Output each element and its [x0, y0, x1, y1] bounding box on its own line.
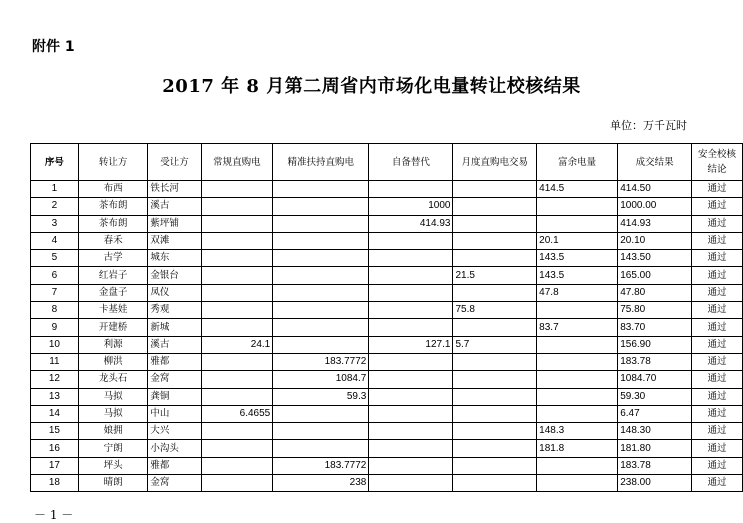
cell-regular-direct: 6.4655 — [201, 405, 273, 422]
cell-seller: 布西 — [78, 181, 148, 198]
cell-targeted-direct — [273, 232, 369, 249]
cell-buyer: 紫坪铺 — [148, 215, 201, 232]
cell-surplus — [537, 371, 618, 388]
cell-seller: 茶布朗 — [78, 215, 148, 232]
cell-self-substitute — [369, 475, 453, 492]
cell-self-substitute — [369, 388, 453, 405]
cell-safety-check: 通过 — [691, 319, 742, 336]
cell-self-substitute: 414.93 — [369, 215, 453, 232]
cell-self-substitute: 1000 — [369, 198, 453, 215]
cell-self-substitute — [369, 250, 453, 267]
cell-seller: 龙头石 — [78, 371, 148, 388]
cell-deal-result: 47.80 — [618, 284, 692, 301]
cell-monthly-direct — [453, 423, 537, 440]
table-row — [31, 423, 743, 440]
cell-buyer: 大兴 — [148, 423, 201, 440]
cell-targeted-direct: 238 — [273, 475, 369, 492]
cell-deal-result: 1084.70 — [618, 371, 692, 388]
cell-targeted-direct — [273, 181, 369, 198]
cell-surplus — [537, 457, 618, 474]
cell-seller: 利源 — [78, 336, 148, 353]
table-row — [31, 371, 743, 388]
table-row — [31, 457, 743, 474]
cell-seller: 金盘子 — [78, 284, 148, 301]
cell-regular-direct — [201, 440, 273, 457]
cell-monthly-direct — [453, 388, 537, 405]
cell-deal-result: 183.78 — [618, 457, 692, 474]
cell-seller: 卡基娃 — [78, 302, 148, 319]
cell-self-substitute — [369, 284, 453, 301]
cell-regular-direct — [201, 302, 273, 319]
table-row — [31, 319, 743, 336]
cell-self-substitute — [369, 457, 453, 474]
table-row — [31, 388, 743, 405]
cell-monthly-direct — [453, 181, 537, 198]
column-header-surplus: 富余电量 — [537, 144, 618, 181]
cell-safety-check: 通过 — [691, 423, 742, 440]
cell-seq: 1 — [31, 181, 79, 198]
cell-safety-check: 通过 — [691, 198, 742, 215]
cell-buyer: 溪古 — [148, 336, 201, 353]
cell-seq: 16 — [31, 440, 79, 457]
cell-seq: 14 — [31, 405, 79, 422]
cell-deal-result: 183.78 — [618, 353, 692, 370]
cell-safety-check: 通过 — [691, 457, 742, 474]
cell-buyer: 中山 — [148, 405, 201, 422]
cell-surplus — [537, 405, 618, 422]
cell-deal-result: 181.80 — [618, 440, 692, 457]
cell-seq: 7 — [31, 284, 79, 301]
cell-targeted-direct — [273, 267, 369, 284]
cell-safety-check: 通过 — [691, 215, 742, 232]
cell-monthly-direct — [453, 440, 537, 457]
cell-regular-direct — [201, 353, 273, 370]
column-header-deal-result: 成交结果 — [618, 144, 692, 181]
cell-surplus: 414.5 — [537, 181, 618, 198]
cell-monthly-direct — [453, 198, 537, 215]
cell-seller: 马拟 — [78, 405, 148, 422]
cell-buyer: 溪古 — [148, 198, 201, 215]
cell-seller: 茶布朗 — [78, 198, 148, 215]
cell-seller: 柳洪 — [78, 353, 148, 370]
column-header-targeted-direct: 精准扶持直购电 — [273, 144, 369, 181]
table-header-row — [31, 144, 743, 181]
cell-seq: 17 — [31, 457, 79, 474]
cell-targeted-direct: 183.7772 — [273, 457, 369, 474]
cell-targeted-direct: 1084.7 — [273, 371, 369, 388]
cell-seq: 13 — [31, 388, 79, 405]
cell-deal-result: 75.80 — [618, 302, 692, 319]
cell-safety-check: 通过 — [691, 371, 742, 388]
cell-monthly-direct — [453, 457, 537, 474]
table-row — [31, 440, 743, 457]
table-row — [31, 232, 743, 249]
cell-self-substitute — [369, 232, 453, 249]
cell-surplus — [537, 215, 618, 232]
cell-regular-direct — [201, 319, 273, 336]
cell-monthly-direct — [453, 284, 537, 301]
cell-monthly-direct — [453, 371, 537, 388]
attachment-label: 附件 1 — [32, 39, 75, 55]
column-header-safety-check: 安全校核结论 — [691, 144, 742, 181]
cell-surplus: 181.8 — [537, 440, 618, 457]
cell-seller: 晴朗 — [78, 475, 148, 492]
cell-safety-check: 通过 — [691, 388, 742, 405]
cell-targeted-direct — [273, 319, 369, 336]
results-table — [30, 143, 743, 492]
cell-seq: 10 — [31, 336, 79, 353]
cell-self-substitute — [369, 319, 453, 336]
cell-buyer: 金银台 — [148, 267, 201, 284]
column-header-seq: 序号 — [31, 144, 79, 181]
cell-targeted-direct — [273, 405, 369, 422]
cell-safety-check: 通过 — [691, 405, 742, 422]
table-row — [31, 198, 743, 215]
cell-seller: 娘拥 — [78, 423, 148, 440]
cell-buyer: 秀观 — [148, 302, 201, 319]
cell-deal-result: 414.93 — [618, 215, 692, 232]
column-header-self-substitute: 自备替代 — [369, 144, 453, 181]
cell-seq: 12 — [31, 371, 79, 388]
cell-self-substitute — [369, 440, 453, 457]
cell-buyer: 城东 — [148, 250, 201, 267]
cell-targeted-direct — [273, 198, 369, 215]
cell-buyer: 金窝 — [148, 475, 201, 492]
cell-safety-check: 通过 — [691, 284, 742, 301]
column-header-seller: 转让方 — [78, 144, 148, 181]
cell-targeted-direct — [273, 284, 369, 301]
cell-surplus: 148.3 — [537, 423, 618, 440]
cell-self-substitute — [369, 371, 453, 388]
cell-self-substitute — [369, 302, 453, 319]
cell-seq: 2 — [31, 198, 79, 215]
table-row — [31, 181, 743, 198]
cell-surplus — [537, 475, 618, 492]
cell-buyer: 凤仪 — [148, 284, 201, 301]
cell-safety-check: 通过 — [691, 250, 742, 267]
cell-regular-direct — [201, 250, 273, 267]
column-header-buyer: 受让方 — [148, 144, 201, 181]
cell-regular-direct: 24.1 — [201, 336, 273, 353]
cell-deal-result: 414.50 — [618, 181, 692, 198]
cell-regular-direct — [201, 181, 273, 198]
cell-deal-result: 165.00 — [618, 267, 692, 284]
cell-targeted-direct — [273, 215, 369, 232]
cell-targeted-direct — [273, 336, 369, 353]
cell-safety-check: 通过 — [691, 267, 742, 284]
cell-monthly-direct: 5.7 — [453, 336, 537, 353]
cell-seq: 6 — [31, 267, 79, 284]
cell-deal-result: 148.30 — [618, 423, 692, 440]
cell-deal-result: 1000.00 — [618, 198, 692, 215]
cell-surplus: 143.5 — [537, 250, 618, 267]
cell-regular-direct — [201, 371, 273, 388]
cell-seq: 5 — [31, 250, 79, 267]
cell-self-substitute: 127.1 — [369, 336, 453, 353]
cell-regular-direct — [201, 423, 273, 440]
page-number: － 1 － — [34, 508, 74, 522]
cell-targeted-direct — [273, 440, 369, 457]
cell-surplus: 83.7 — [537, 319, 618, 336]
table-row — [31, 405, 743, 422]
document-title: 2017 年 8 月第二周省内市场化电量转让校核结果 — [162, 76, 581, 97]
cell-monthly-direct — [453, 319, 537, 336]
cell-monthly-direct: 21.5 — [453, 267, 537, 284]
cell-seller: 宁朗 — [78, 440, 148, 457]
cell-monthly-direct — [453, 353, 537, 370]
cell-regular-direct — [201, 232, 273, 249]
cell-buyer: 龚铜 — [148, 388, 201, 405]
cell-monthly-direct — [453, 405, 537, 422]
cell-deal-result: 83.70 — [618, 319, 692, 336]
cell-monthly-direct — [453, 232, 537, 249]
table-row — [31, 284, 743, 301]
cell-deal-result: 59.30 — [618, 388, 692, 405]
cell-targeted-direct — [273, 250, 369, 267]
table-row — [31, 250, 743, 267]
cell-targeted-direct — [273, 423, 369, 440]
cell-seq: 4 — [31, 232, 79, 249]
cell-monthly-direct — [453, 250, 537, 267]
cell-buyer: 铁长河 — [148, 181, 201, 198]
cell-buyer: 小沟头 — [148, 440, 201, 457]
cell-surplus: 20.1 — [537, 232, 618, 249]
cell-buyer: 雅都 — [148, 353, 201, 370]
cell-deal-result: 20.10 — [618, 232, 692, 249]
table-row — [31, 353, 743, 370]
cell-targeted-direct: 183.7772 — [273, 353, 369, 370]
cell-safety-check: 通过 — [691, 302, 742, 319]
cell-monthly-direct — [453, 475, 537, 492]
cell-targeted-direct — [273, 302, 369, 319]
cell-surplus: 47.8 — [537, 284, 618, 301]
column-header-monthly-direct: 月度直购电交易 — [453, 144, 537, 181]
cell-self-substitute — [369, 423, 453, 440]
column-header-regular-direct: 常规直购电 — [201, 144, 273, 181]
cell-seller: 古学 — [78, 250, 148, 267]
cell-regular-direct — [201, 267, 273, 284]
cell-buyer: 雅都 — [148, 457, 201, 474]
cell-self-substitute — [369, 181, 453, 198]
cell-safety-check: 通过 — [691, 336, 742, 353]
cell-seq: 8 — [31, 302, 79, 319]
cell-seq: 11 — [31, 353, 79, 370]
cell-self-substitute — [369, 267, 453, 284]
cell-deal-result: 6.47 — [618, 405, 692, 422]
cell-safety-check: 通过 — [691, 440, 742, 457]
cell-targeted-direct: 59.3 — [273, 388, 369, 405]
cell-buyer: 双滩 — [148, 232, 201, 249]
table-row — [31, 475, 743, 492]
cell-deal-result: 238.00 — [618, 475, 692, 492]
cell-regular-direct — [201, 284, 273, 301]
cell-monthly-direct — [453, 215, 537, 232]
cell-self-substitute — [369, 405, 453, 422]
unit-label: 单位：万千瓦时 — [610, 119, 687, 132]
cell-safety-check: 通过 — [691, 475, 742, 492]
cell-deal-result: 156.90 — [618, 336, 692, 353]
cell-regular-direct — [201, 198, 273, 215]
cell-seq: 3 — [31, 215, 79, 232]
cell-seller: 坪头 — [78, 457, 148, 474]
table-row — [31, 215, 743, 232]
cell-surplus — [537, 302, 618, 319]
cell-buyer: 新城 — [148, 319, 201, 336]
cell-surplus: 143.5 — [537, 267, 618, 284]
cell-buyer: 金窝 — [148, 371, 201, 388]
cell-surplus — [537, 353, 618, 370]
cell-regular-direct — [201, 475, 273, 492]
cell-safety-check: 通过 — [691, 181, 742, 198]
cell-monthly-direct: 75.8 — [453, 302, 537, 319]
table-row — [31, 302, 743, 319]
cell-seller: 红岩子 — [78, 267, 148, 284]
table-row — [31, 336, 743, 353]
cell-regular-direct — [201, 388, 273, 405]
cell-deal-result: 143.50 — [618, 250, 692, 267]
cell-regular-direct — [201, 457, 273, 474]
cell-safety-check: 通过 — [691, 232, 742, 249]
cell-seq: 18 — [31, 475, 79, 492]
cell-surplus — [537, 388, 618, 405]
cell-safety-check: 通过 — [691, 353, 742, 370]
cell-regular-direct — [201, 215, 273, 232]
cell-surplus — [537, 336, 618, 353]
cell-seller: 开建桥 — [78, 319, 148, 336]
cell-seller: 春禾 — [78, 232, 148, 249]
cell-seller: 马拟 — [78, 388, 148, 405]
cell-seq: 15 — [31, 423, 79, 440]
cell-surplus — [537, 198, 618, 215]
cell-seq: 9 — [31, 319, 79, 336]
table-row — [31, 267, 743, 284]
cell-self-substitute — [369, 353, 453, 370]
